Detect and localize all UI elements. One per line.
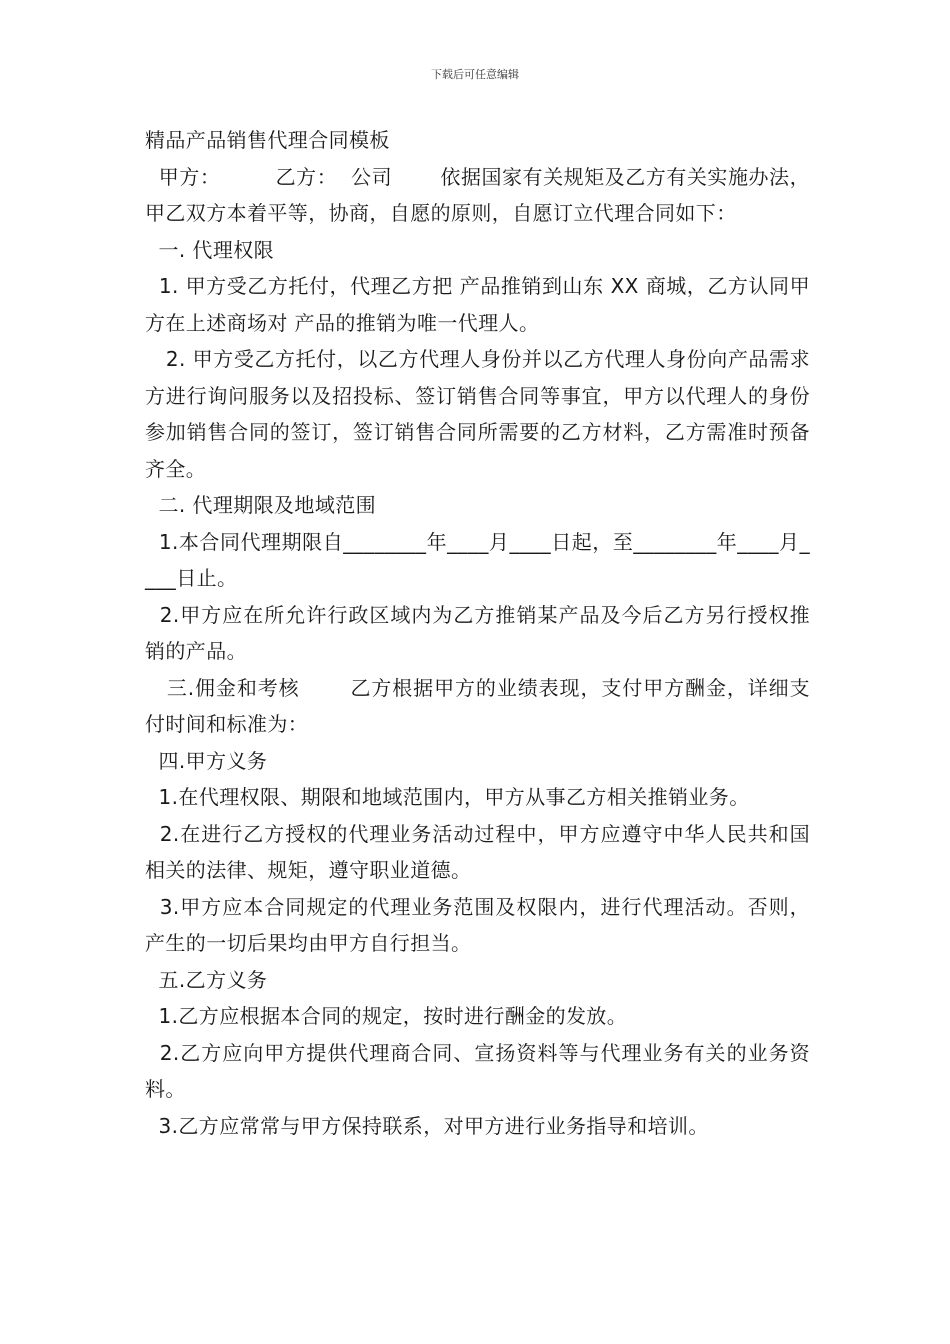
section-heading-1: 一. 代理权限: [145, 237, 275, 262]
section-heading-3: 三.佣金和考核 乙方根据甲方的业绩表现，支付甲方酬金，详细支付时间和标准为：: [145, 675, 810, 736]
section-heading-5: 五.乙方义务: [145, 967, 268, 992]
paragraph-5-2: 2.乙方应向甲方提供代理商合同、宣扬资料等与代理业务有关的业务资料。: [145, 1040, 811, 1101]
header-note: 下载后可任意编辑: [431, 68, 519, 81]
paragraph-2-1: 1.本合同代理期限自________年____月____日起，至________年____月____日止。: [145, 529, 811, 590]
paragraph-5-1: 1.乙方应根据本合同的规定，按时进行酬金的发放。: [145, 1004, 628, 1028]
paragraph-1-2: 2. 甲方受乙方托付，以乙方代理人身份并以乙方代理人身份向产品需求方进行询问服务以及招投标、签订销售合同等事宜，甲方以代理人的身份参加销售合同的签订，签订销售合同所需要的乙方材料，乙方需准时预备齐全。: [145, 347, 810, 481]
paragraph-4-1: 1.在代理权限、期限和地域范围内，甲方从事乙方相关推销业务。: [145, 785, 750, 809]
section-heading-4: 四.甲方义务: [145, 748, 268, 773]
paragraph-2-2: 2.甲方应在所允许行政区域内为乙方推销某产品及今后乙方另行授权推销的产品。: [145, 602, 811, 663]
paragraph-1-1: 1. 甲方受乙方托付，代理乙方把 产品推销到山东 XX 商城，乙方认同甲方在上述商场对 产品的推销为唯一代理人。: [145, 274, 810, 335]
document-body: [145, 122, 810, 1144]
document-title: 精品产品销售代理合同模板: [145, 128, 390, 152]
section-heading-2: 二. 代理期限及地域范围: [145, 493, 377, 517]
paragraph-parties-intro: 甲方： 乙方： 公司 依据国家有关规矩及乙方有关实施办法，甲乙双方本着平等，协商，自愿的原则，自愿订立代理合同如下：: [145, 164, 810, 225]
paragraph-4-2: 2.在进行乙方授权的代理业务活动过程中，甲方应遵守中华人民共和国相关的法律、规矩，遵守职业道德。: [145, 821, 811, 882]
paragraph-5-3: 3.乙方应常常与甲方保持联系，对甲方进行业务指导和培训。: [145, 1113, 709, 1138]
paragraph-4-3: 3.甲方应本合同规定的代理业务范围及权限内，进行代理活动。否则，产生的一切后果均由甲方自行担当。: [145, 894, 811, 955]
